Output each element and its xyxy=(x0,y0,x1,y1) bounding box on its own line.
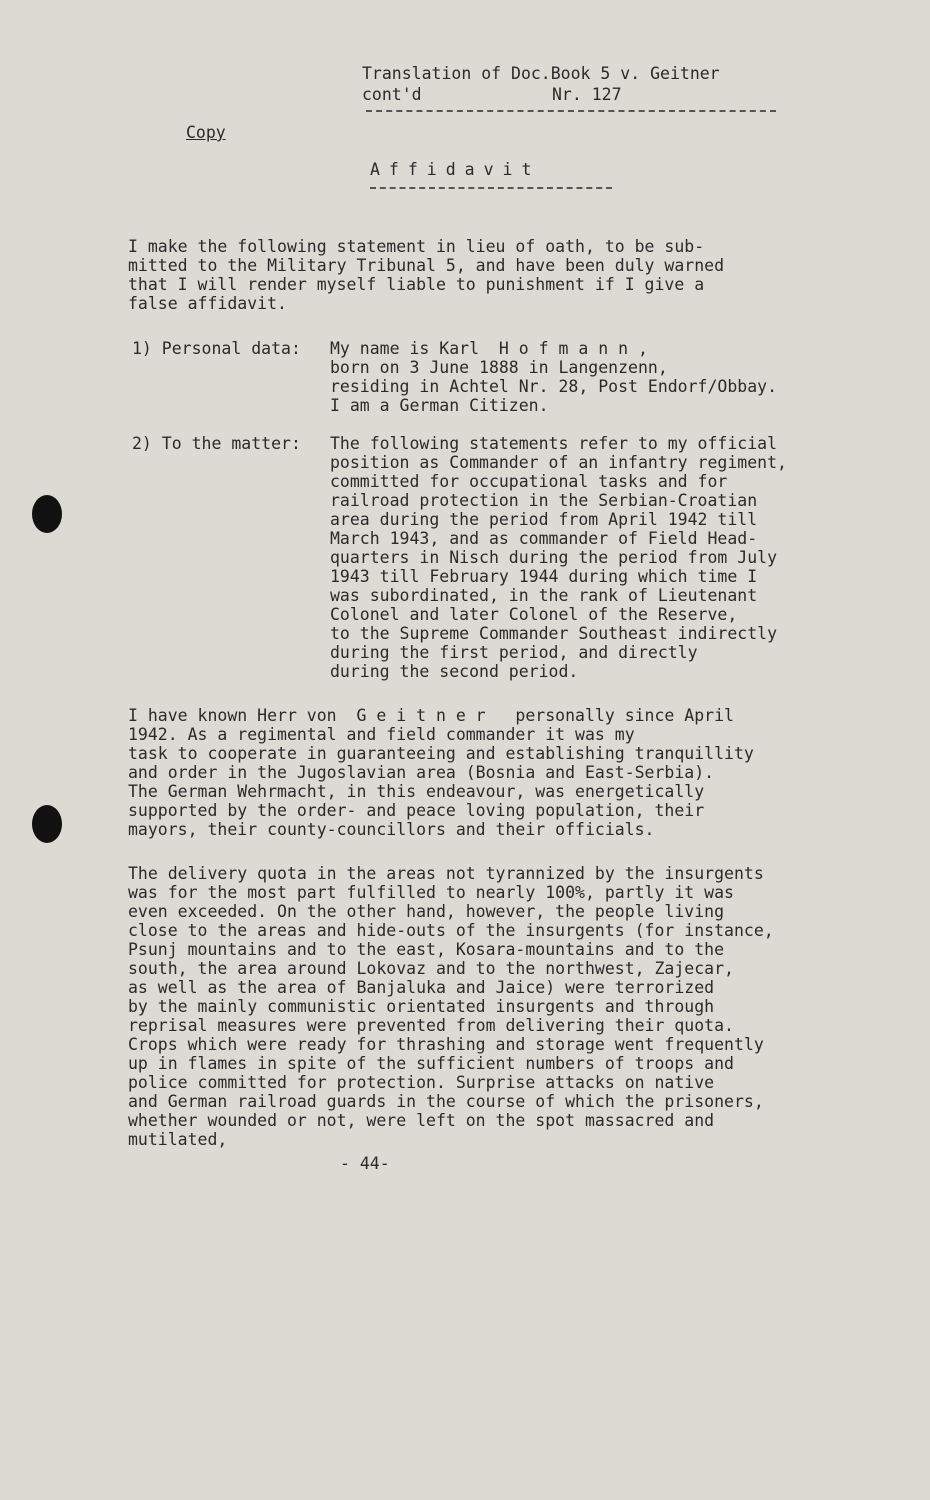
header-number: Nr. 127 xyxy=(552,85,622,104)
punch-hole xyxy=(32,805,62,843)
page-number: - 44- xyxy=(340,1154,390,1173)
intro-paragraph: I make the following statement in lieu of oath, to be sub- mitted to the Military Tribunal 5, and have been duly warned that I will render myself liable to punishment if I give a false affidavit. xyxy=(128,237,725,313)
item-2-label: 2) To the matter: xyxy=(132,434,301,453)
item-1-label: 1) Personal data: xyxy=(132,339,301,358)
document-title: Affidavit xyxy=(370,160,541,179)
paragraph-quota: The delivery quota in the areas not tyrannized by the insurgents was for the most part fulfilled to nearly 100%, partly it was even exceeded. On the other hand, however, the people living close to the areas and hide-outs of the insurgents (for instance, Psunj mountains and to the east, Kosara-mountains and to the south, the area around Lokovaz and to the northwest, Zajecar, as well as the area of Banjaluka and Jaice) were terrorized by the mainly communistic orientated insurgents and through reprisal measures were prevented from delivering their quota. Crops which were ready for thrashing and storage went frequently up in flames in spite of the sufficient numbers of troops and police committed for protection. Surprise attacks on native and German railroad guards in the course of which the prisoners, whether wounded or not, were left on the spot massacred and mutilated, xyxy=(128,864,774,1149)
copy-label: Copy xyxy=(186,123,226,142)
title-divider xyxy=(370,185,612,189)
punch-hole xyxy=(32,495,62,533)
paragraph-known: I have known Herr von G e i t n e r personally since April 1942. As a regimental and field commander it was my task to cooperate in guaranteeing and establishing tranquillity and order in the Jugoslavian area (Bosnia and East-Serbia). The German Wehrmacht, in this endeavour, was energetically supported by the order- and peace loving population, their mayors, their county-councillors and their officials. xyxy=(128,706,754,839)
header-divider xyxy=(366,104,776,112)
item-2-text: The following statements refer to my official position as Commander of an infantry regiment, committed for occupational tasks and for railroad protection in the Serbian-Croatian area during the period from April 1942 till March 1943, and as commander of Field Head- quarters in Nisch during the period from July 1943 till February 1944 during which time I was subordinated, in the rank of Lieutenant Colonel and later Colonel of the Reserve, to the Supreme Commander Southeast indirectly during the first period, and directly during the second period. xyxy=(330,434,787,681)
item-1-text: My name is Karl H o f m a n n , born on 3 June 1888 in Langenzenn, residing in Achtel Nr. 28, Post Endorf/Obbay. I am a German Citizen. xyxy=(330,339,778,415)
header-contd: cont'd xyxy=(362,85,422,104)
header-line-1: Translation of Doc.Book 5 v. Geitner xyxy=(362,64,720,83)
